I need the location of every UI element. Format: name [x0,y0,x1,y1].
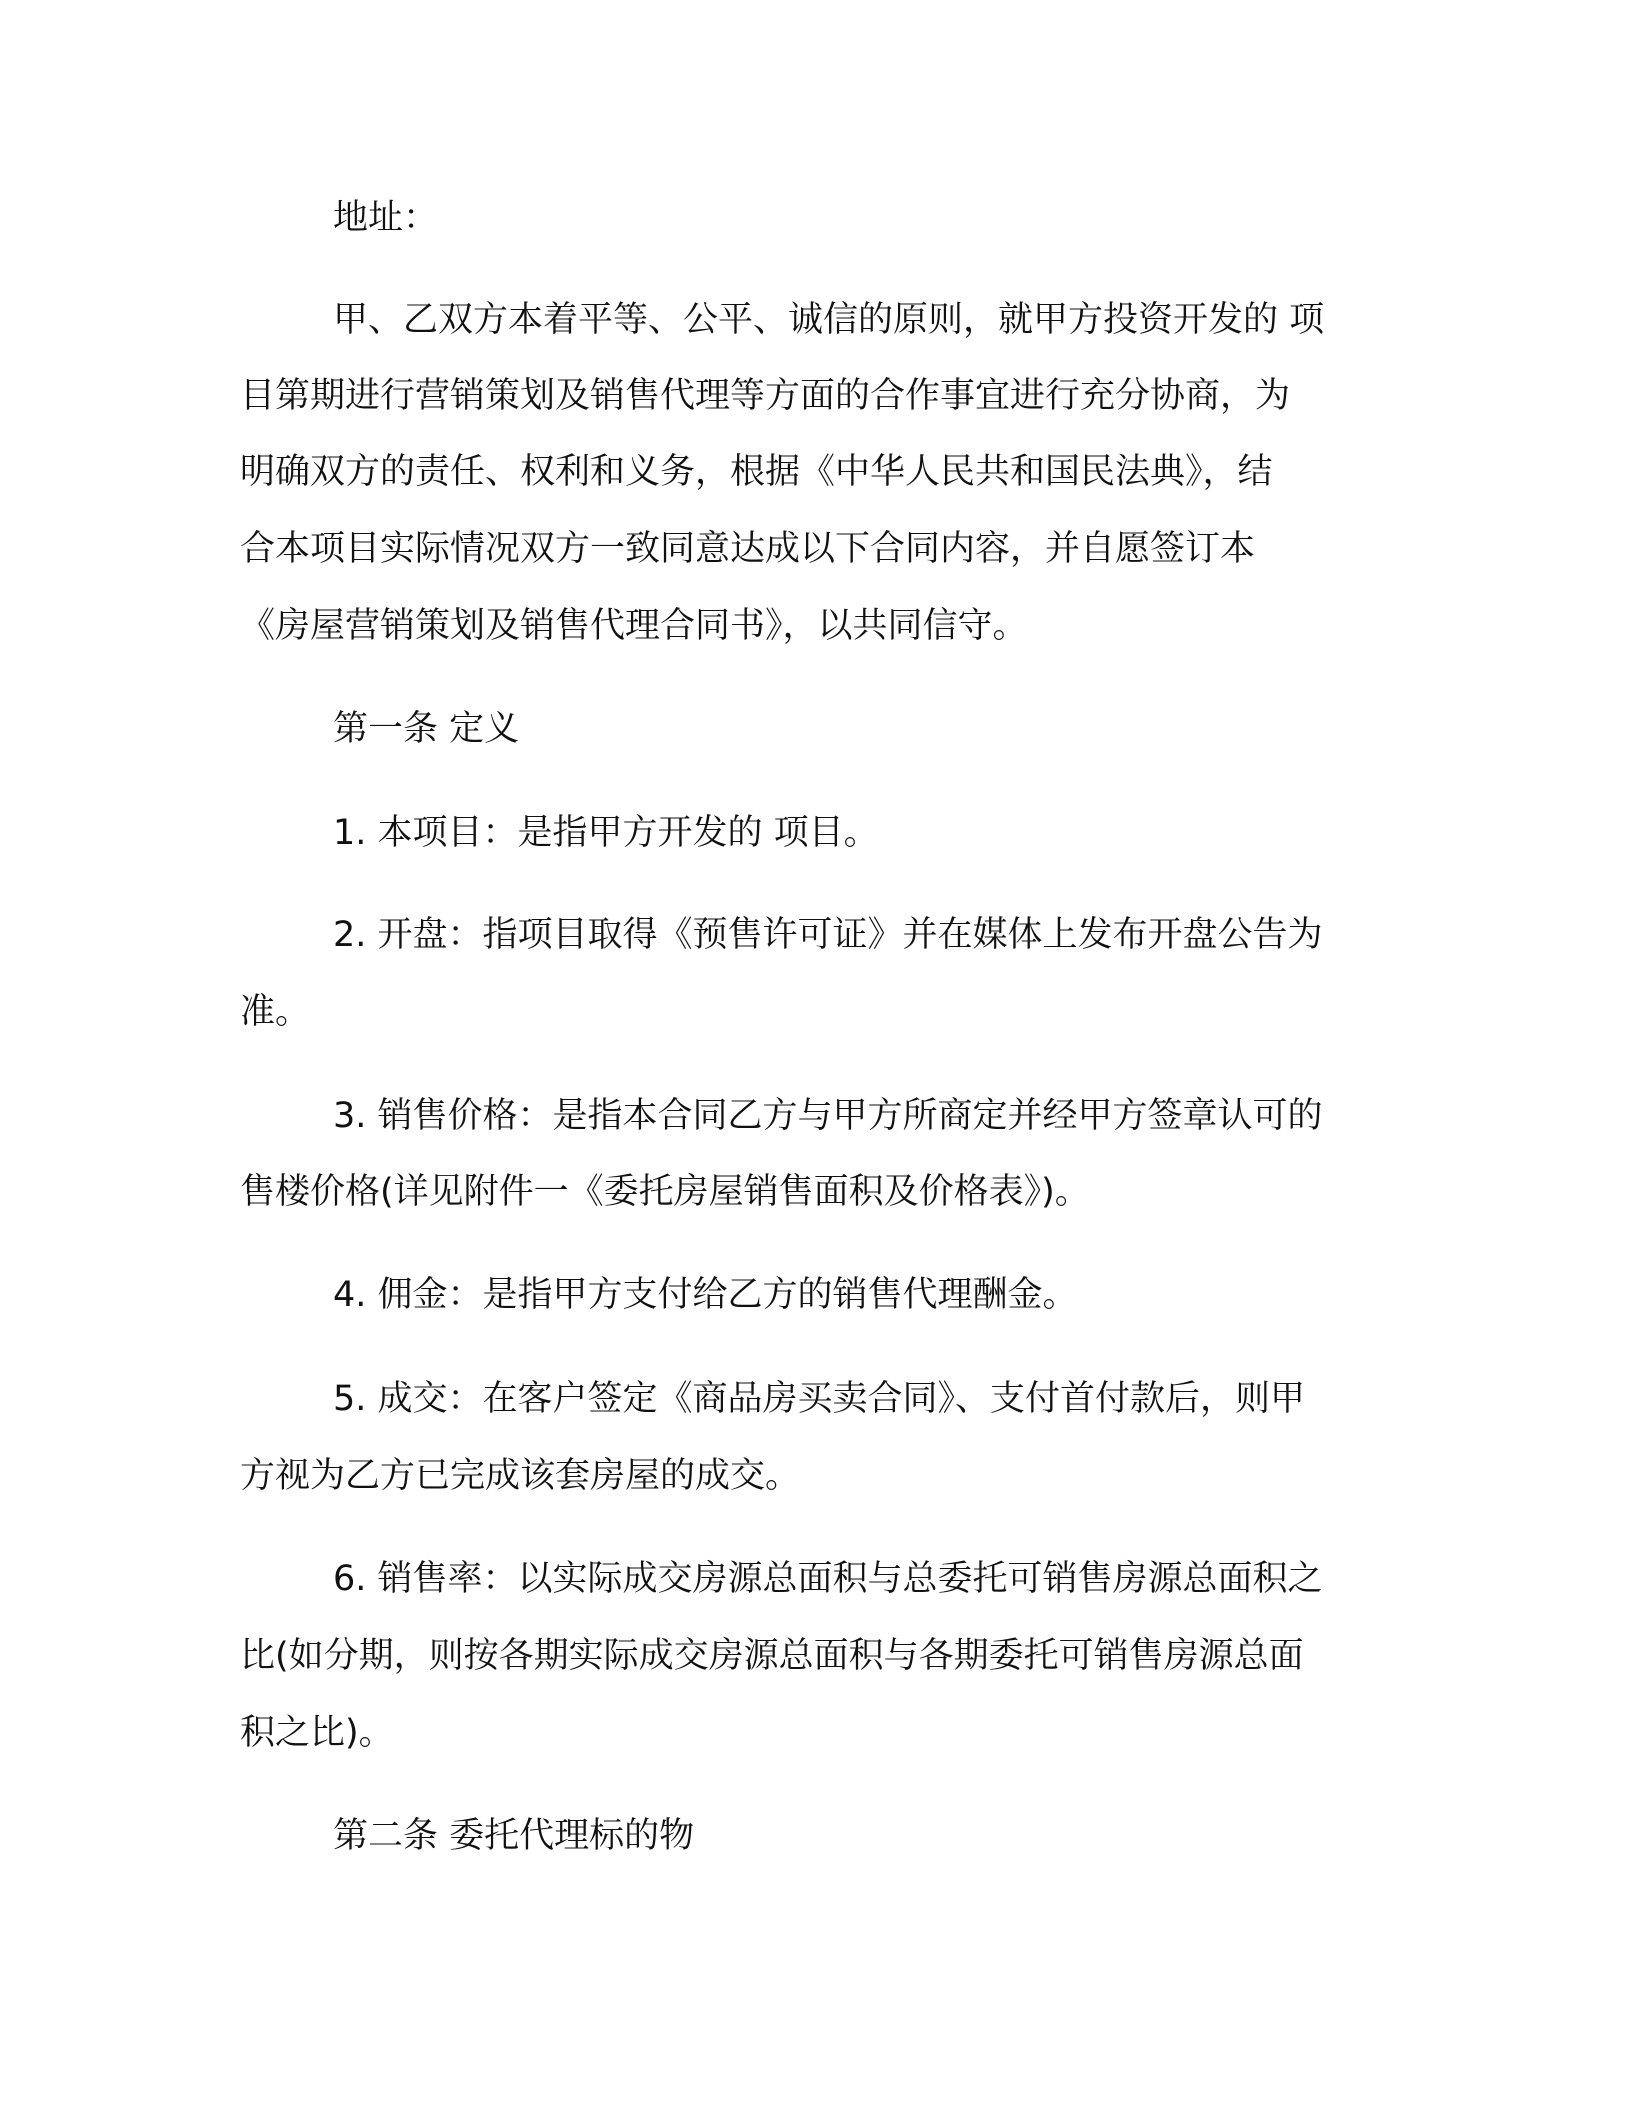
preamble-line: 合本项目实际情况双方一致同意达成以下合同内容，并自愿签订本 [240,529,1256,569]
definition-line: 比(如分期，则按各期实际成交房源总面积与各期委托可销售房源总面 [240,1636,1304,1676]
definition-line: 售楼价格(详见附件一《委托房屋销售面积及价格表》)。 [240,1172,1090,1212]
definition-4: 4. 佣金：是指甲方支付给乙方的销售代理酬金。 [333,1275,1078,1315]
definition-line: 准。 [240,992,311,1032]
preamble-line: 甲、乙双方本着平等、公平、诚信的原则，就甲方投资开发的 项 [333,300,1325,340]
definition-line: 5. 成交：在客户签定《商品房买卖合同》、支付首付款后，则甲 [333,1379,1306,1419]
definition-line: 方视为乙方已完成该套房屋的成交。 [240,1456,801,1496]
definition-1: 1. 本项目：是指甲方开发的 项目。 [333,813,879,853]
preamble-line: 《房屋营销策划及销售代理合同书》，以共同信守。 [240,606,1028,646]
preamble-line: 明确双方的责任、权利和义务，根据《中华人民共和国民法典》，结 [240,452,1273,492]
definition-line: 2. 开盘：指项目取得《预售许可证》并在媒体上发布开盘公告为 [333,915,1323,955]
article-1-heading: 第一条 定义 [333,709,520,749]
definition-line: 6. 销售率：以实际成交房源总面积与总委托可销售房源总面积之 [333,1559,1323,1599]
definition-line: 3. 销售价格：是指本合同乙方与甲方所商定并经甲方签章认可的 [333,1096,1323,1136]
definition-line: 积之比)。 [240,1713,394,1753]
preamble-line: 目第期进行营销策划及销售代理等方面的合作事宜进行充分协商，为 [240,376,1291,416]
address-label: 地址： [333,198,439,238]
article-2-heading: 第二条 委托代理标的物 [333,1816,695,1856]
